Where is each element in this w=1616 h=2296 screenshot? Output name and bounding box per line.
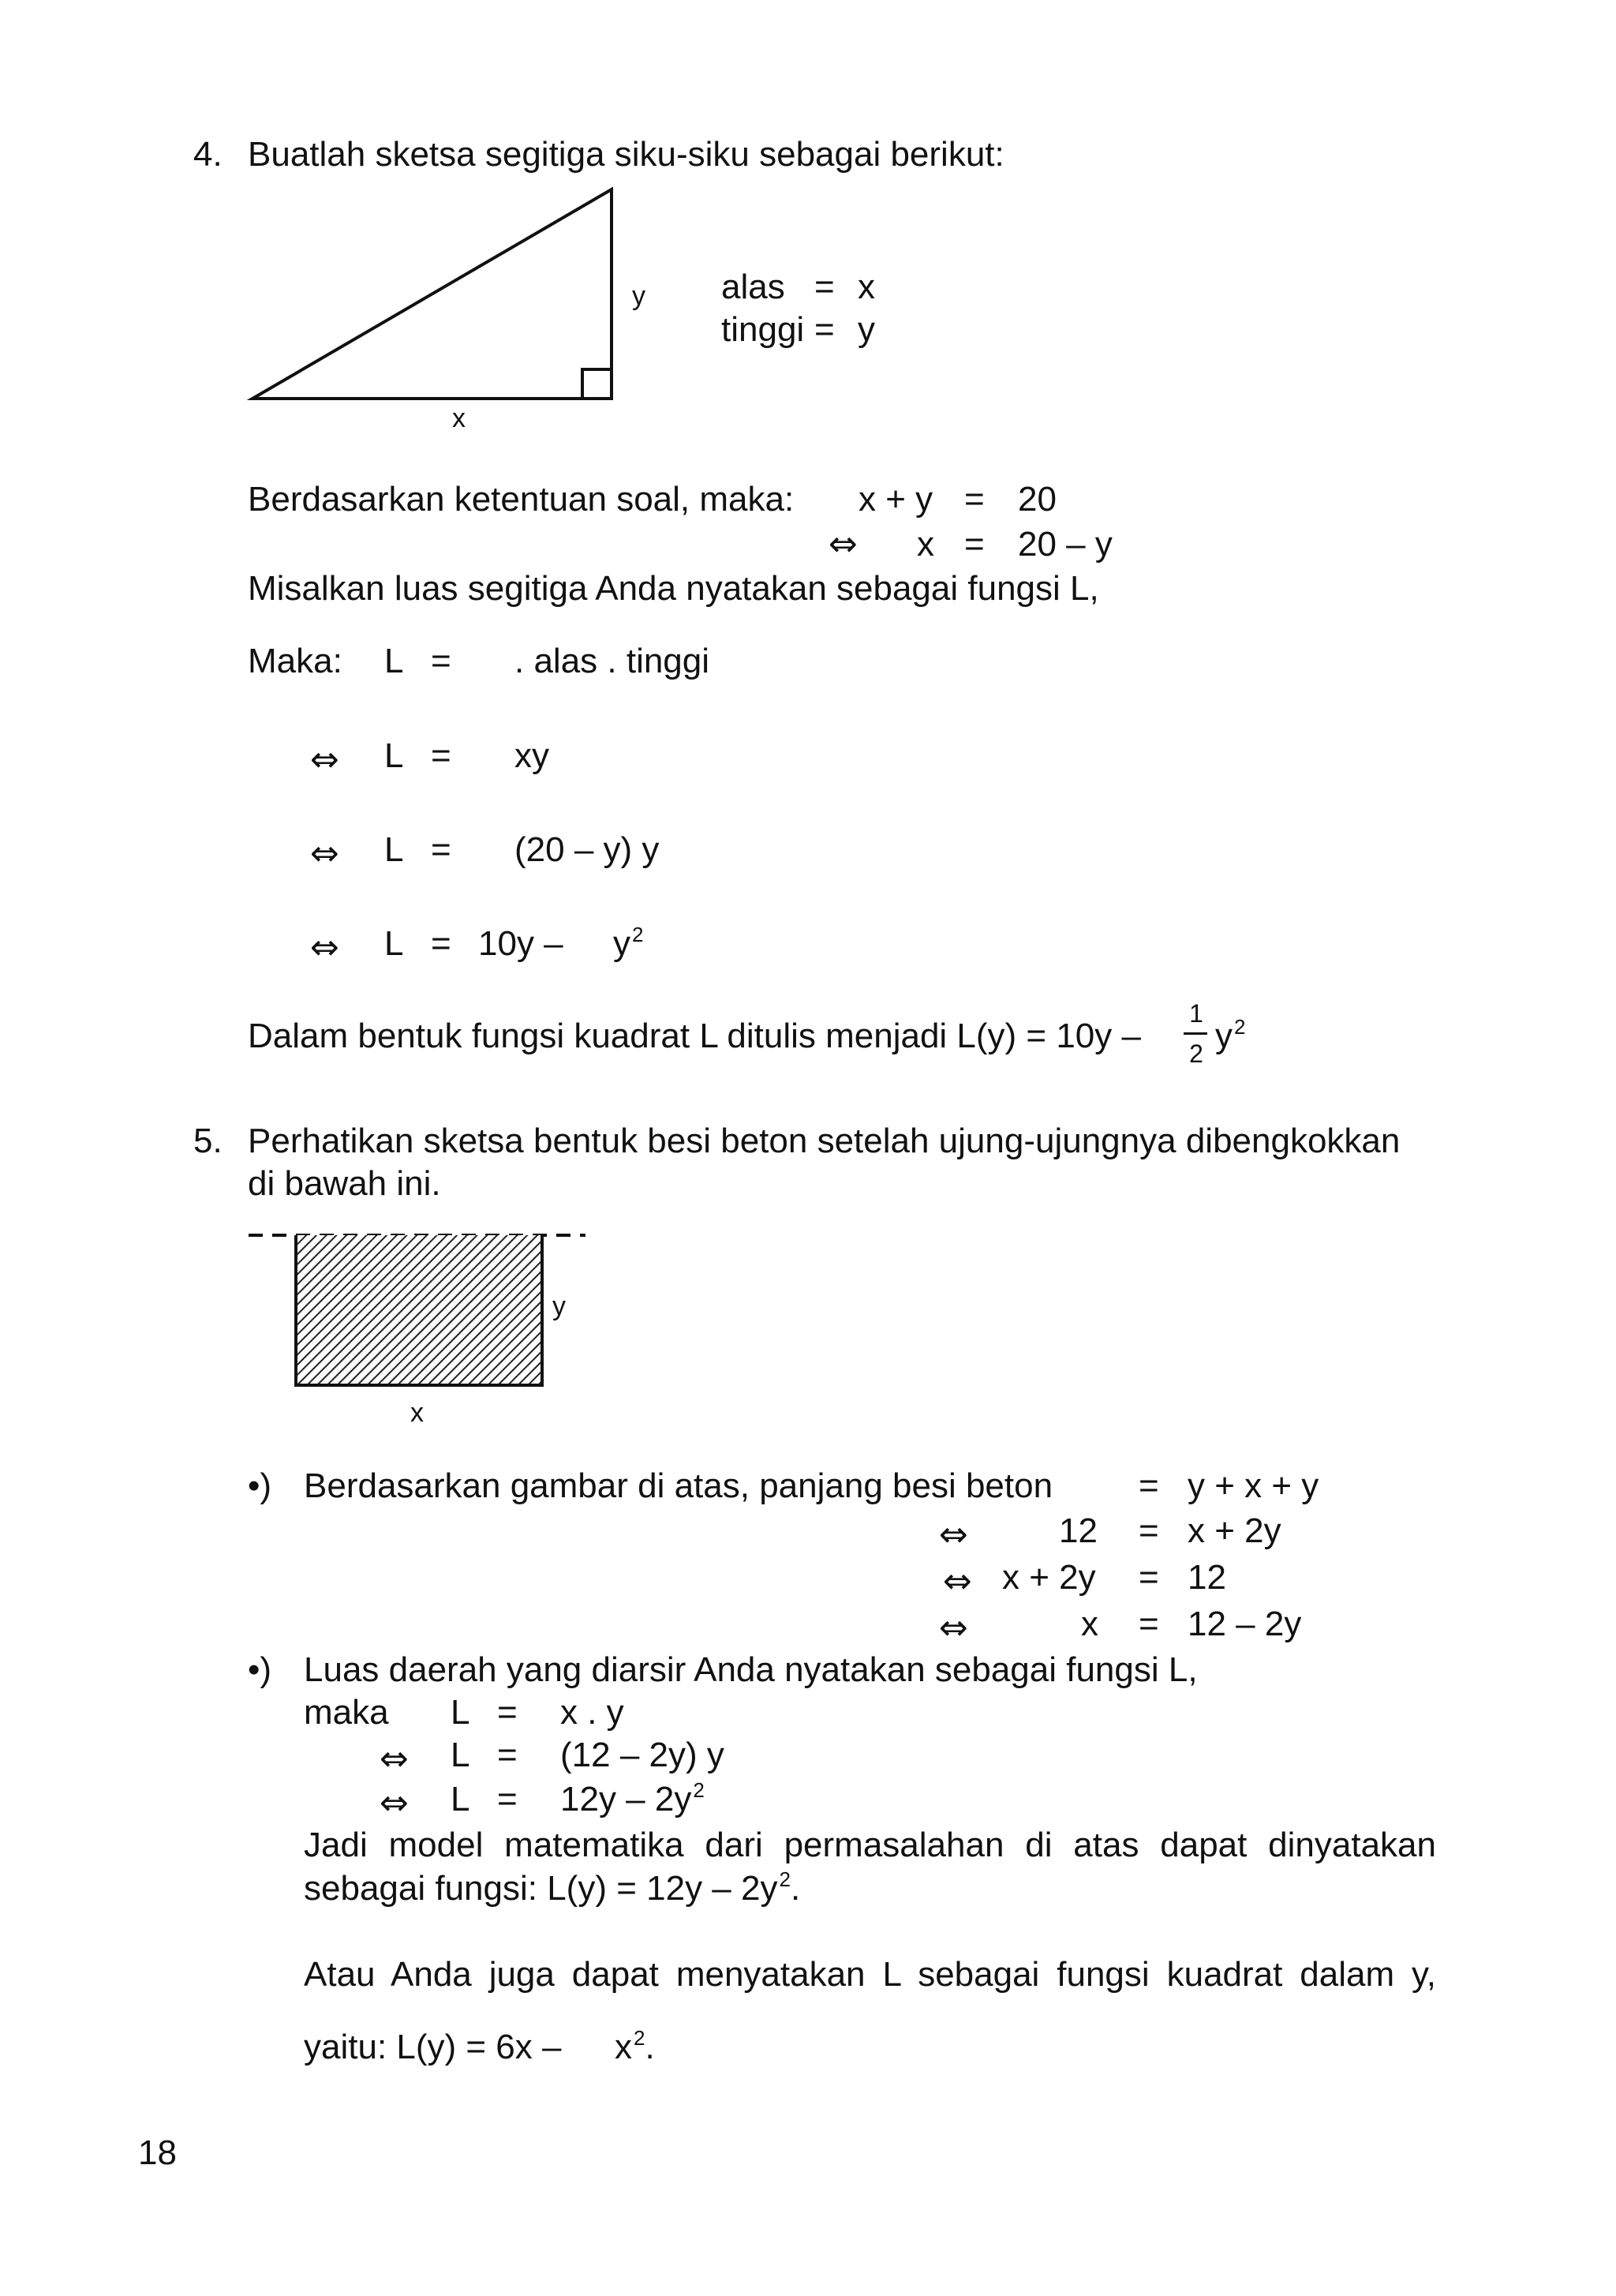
bullet-2-marker: •) xyxy=(248,1650,272,1689)
step2-rhs: xy xyxy=(514,736,549,775)
right-angle-marker xyxy=(582,369,612,399)
cond1-lhs: x + y xyxy=(858,480,933,519)
b1-r1-rhs: y + x + y xyxy=(1188,1466,1319,1505)
b2-r2-L: L xyxy=(451,1736,470,1774)
b1-r3-lhs: x + 2y xyxy=(1002,1558,1096,1597)
shaded-region xyxy=(296,1235,542,1385)
b2-r1-eq: = xyxy=(497,1693,518,1732)
yaitu-line-a: yaitu: L(y) = 6x – xyxy=(304,2028,562,2066)
cond2-eq: = xyxy=(964,525,985,564)
rebar-label-x: x xyxy=(410,1398,424,1428)
equivalence-arrow-icon: ⇔ xyxy=(939,1608,968,1648)
step2-L: L xyxy=(384,736,404,775)
maka-label: Maka: xyxy=(248,642,342,680)
step4-y-squared: $y^2$ xyxy=(613,923,644,963)
cond2-rhs: 20 – y xyxy=(1018,525,1113,564)
triangle-label-x: x xyxy=(452,403,466,433)
conclusion-text: Dalam bentuk fungsi kuadrat L ditulis menjadi L(y) = 10y – xyxy=(248,1017,1141,1055)
equivalence-arrow-icon: ⇔ xyxy=(310,927,339,968)
b1-r4-lhs: x xyxy=(1081,1605,1098,1643)
item-4-number: 4. xyxy=(193,135,223,174)
def-tinggi-eq: = xyxy=(814,310,835,349)
rebar-diagram xyxy=(245,1215,592,1405)
def-alas-eq: = xyxy=(814,268,835,306)
equivalence-arrow-icon: ⇔ xyxy=(939,1515,968,1555)
fraction-bar xyxy=(1184,1032,1207,1035)
step2-eq: = xyxy=(431,736,451,775)
b1-r4-rhs: 12 – 2y xyxy=(1188,1605,1302,1643)
bullet-1-marker: •) xyxy=(248,1466,272,1505)
b2-r3-L: L xyxy=(451,1780,470,1818)
step4-eq: = xyxy=(431,924,451,963)
def-alas-label: alas xyxy=(721,268,785,306)
def-alas-val: x xyxy=(858,268,875,306)
b2-maka-label: maka xyxy=(304,1693,389,1732)
b1-r1-eq: = xyxy=(1139,1466,1159,1505)
triangle-label-y: y xyxy=(632,281,645,311)
equivalence-arrow-icon: ⇔ xyxy=(380,1739,409,1779)
item-5-title-line1: Perhatikan sketsa bentuk besi beton setelah ujung-ujungnya dibengkokkan xyxy=(248,1122,1401,1160)
cond1-eq: = xyxy=(964,480,985,519)
step1-L: L xyxy=(384,642,404,680)
step1-eq: = xyxy=(431,642,451,680)
step3-rhs: (20 – y) y xyxy=(514,830,660,869)
cond2-lhs: x xyxy=(917,525,934,564)
fraction-denominator: 2 xyxy=(1189,1039,1203,1068)
b1-r2-lhs: 12 xyxy=(1059,1511,1098,1550)
jadi-line-1: Jadi model matematika dari permasalahan di atas dapat dinyatakan xyxy=(304,1826,1436,1864)
def-tinggi-label: tinggi xyxy=(721,310,805,349)
equivalence-arrow-icon: ⇔ xyxy=(310,740,339,780)
equivalence-arrow-icon: ⇔ xyxy=(310,833,339,874)
b2-r3-eq: = xyxy=(497,1780,518,1818)
triangle-shape xyxy=(252,189,612,399)
item-5-number: 5. xyxy=(193,1122,223,1160)
step3-L: L xyxy=(384,830,404,869)
b2-r1-L: L xyxy=(451,1693,470,1732)
b2-r1-rhs: x . y xyxy=(560,1693,624,1732)
step3-eq: = xyxy=(431,830,451,869)
step1-rhs: . alas . tinggi xyxy=(514,642,710,680)
equivalence-arrow-icon: ⇔ xyxy=(380,1783,409,1823)
yaitu-line-b: $x^2$. xyxy=(615,2026,655,2066)
b1-r2-rhs: x + 2y xyxy=(1188,1511,1281,1550)
conclusion-y-squared: $y^2$ xyxy=(1215,1015,1246,1055)
b1-r4-eq: = xyxy=(1139,1605,1159,1643)
equivalence-arrow-icon: ⇔ xyxy=(943,1561,972,1601)
bullet-1-text: Berdasarkan gambar di atas, panjang besi beton xyxy=(304,1466,1053,1505)
b1-r2-eq: = xyxy=(1139,1511,1159,1550)
page-number: 18 xyxy=(138,2133,177,2172)
def-tinggi-val: y xyxy=(858,310,875,349)
condition-text: Berdasarkan ketentuan soal, maka: xyxy=(248,480,795,519)
misalkan-text: Misalkan luas segitiga Anda nyatakan sebagai fungsi L, xyxy=(248,569,1099,608)
right-triangle-diagram xyxy=(237,182,647,442)
jadi-line-2: sebagai fungsi: $L(y) = 12y - 2y^2$. xyxy=(304,1867,801,1908)
b2-r3-rhs: $12y - 2y^2$ xyxy=(560,1778,705,1818)
step4-rhs: 10y – xyxy=(478,924,563,963)
equivalence-arrow-icon: ⇔ xyxy=(829,524,858,564)
b2-r2-rhs: (12 – 2y) y xyxy=(560,1736,724,1774)
item-4-title: Buatlah sketsa segitiga siku-siku sebagai berikut: xyxy=(248,135,1004,174)
atau-line: Atau Anda juga dapat menyatakan L sebagai fungsi kuadrat dalam y, xyxy=(304,1955,1436,1994)
item-5-title-line2: di bawah ini. xyxy=(248,1164,441,1203)
b1-r3-eq: = xyxy=(1139,1558,1159,1597)
rebar-label-y: y xyxy=(552,1291,566,1321)
fraction-numerator: 1 xyxy=(1189,999,1203,1028)
b1-r3-rhs: 12 xyxy=(1188,1558,1226,1597)
bullet-2-text: Luas daerah yang diarsir Anda nyatakan sebagai fungsi L, xyxy=(304,1650,1198,1689)
step4-L: L xyxy=(384,924,404,963)
b2-r2-eq: = xyxy=(497,1736,518,1774)
cond1-rhs: 20 xyxy=(1018,480,1057,519)
